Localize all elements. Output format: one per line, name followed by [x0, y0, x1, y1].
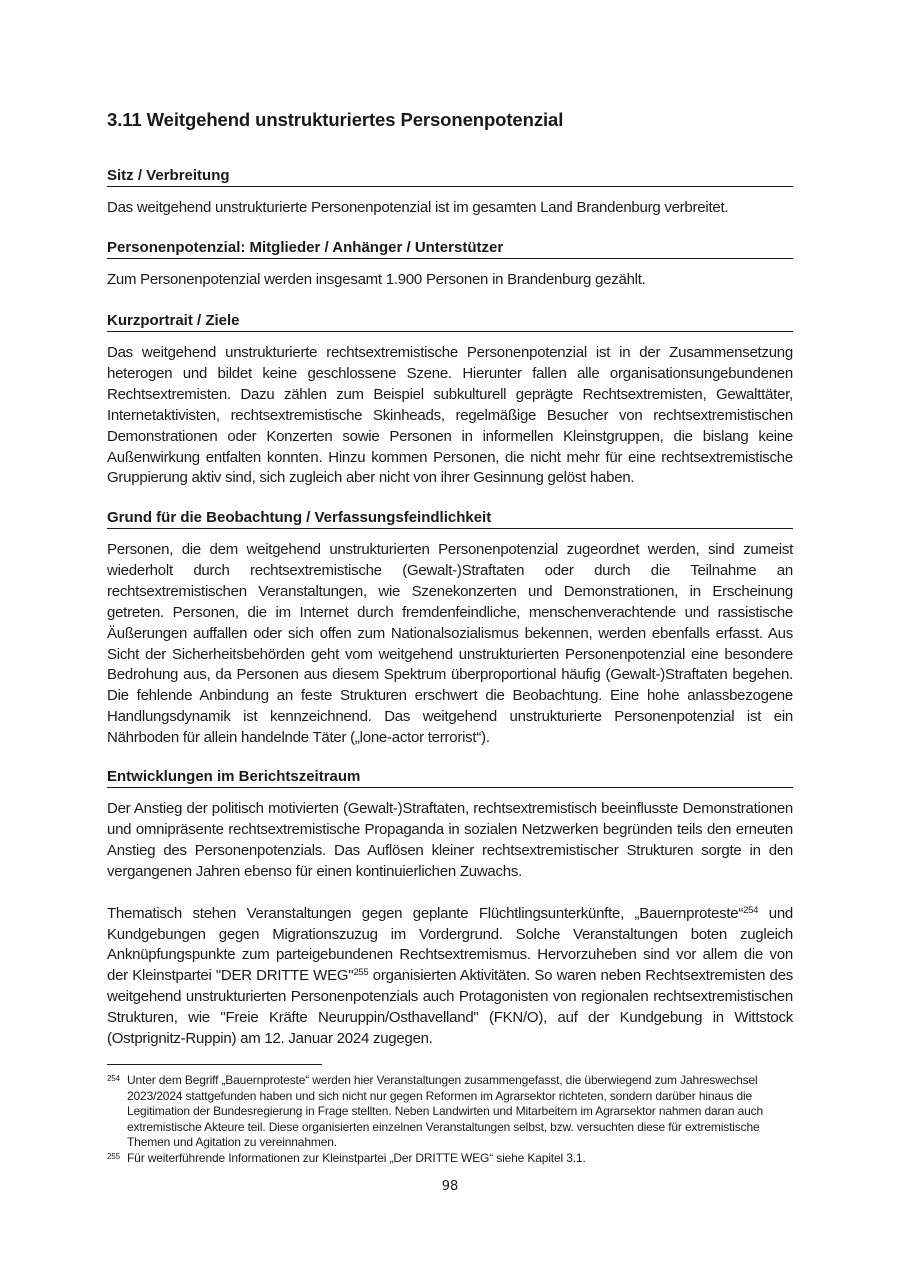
footnote-reference[interactable]: 255: [353, 967, 369, 979]
chapter-title: 3.11 Weitgehend unstrukturiertes Personenpotenzial: [107, 109, 564, 130]
section-heading: Grund für die Beobachtung / Verfassungsfeindlichkeit: [107, 508, 793, 529]
section-paragraph: Das weitgehend unstrukturierte rechtsextremistische Personenpotenzial ist in der Zusammensetzung heterogen und bildet keine geschlossene Szene. Hierunter fallen alle organisationsungebundenen Rechtsextremisten. Dazu zählen zum Beispiel subkulturell geprägte Rechtsextremisten, Gewalttäter, Internetaktivisten, rechtsextremistische Skinheads, regelmäßige Besucher von rechtsextremistischen Demonstrationen oder Konzerten sowie Personen in informellen Kleinstgruppen, die bislang keine Außenwirkung entfalten konnten. Hinzu kommen Personen, die nicht mehr für eine rechtsextremistische Gruppierung aktiv sind, sich zugleich aber nicht von ihrer Gesinnung gelöst haben.: [107, 344, 793, 487]
footnote-text: Für weiterführende Informationen zur Kleinstpartei „Der DRITTE WEG“ siehe Kapitel 3.1.: [127, 1150, 586, 1165]
section-heading: Personenpotenzial: Mitglieder / Anhänger / Unterstützer: [107, 238, 793, 259]
section-paragraph: [107, 904, 793, 1050]
footnote-divider: [107, 1064, 322, 1065]
paragraph-text: organisierten Aktivitäten. So waren neben Rechtsextremisten des weitgehend unstrukturierten Personenpotenzials auch Protagonisten von regionalen rechtsextremistischen Strukturen, wie "Freie Kräfte Neuruppin/Osthavelland" (FKN/O), auf der Kundgebung in Wittstock (Ostprignitz-Ruppin) am 12. Januar 2024 zugegen.: [107, 967, 793, 1048]
footnote-reference[interactable]: 254: [743, 904, 759, 916]
section-grund-beobachtung: [107, 508, 793, 749]
paragraph-text: und Kundgebungen gegen Migrationszuzug im Vordergrund. Solche Veranstaltungen boten zugleich Anknüpfungspunkte zum parteigebundenen Rechtsextremismus. Hervorzuheben sind vor allem die von der Kleinstpartei "DER DRITTE WEG": [107, 904, 793, 985]
section-paragraph: Personen, die dem weitgehend unstrukturierten Personenpotenzial zugeordnet werden, sind zumeist wiederholt durch rechtsextremistische (Gewalt-)Straftaten oder durch die Teilnahme an rechtsextremistischen Veranstaltungen, wie Szenekonzerten und Demonstrationen, in Erscheinung getreten. Personen, die im Internet durch fremdenfeindliche, menschenverachtende und rassistische Äußerungen auffallen oder sich offen zum Nationalsozialismus bekennen, werden ebenfalls erfasst. Aus Sicht der Sicherheitsbehörden geht vom weitgehend unstrukturierten Personenpotenzial eine besondere Bedrohung aus, da Personen aus diesem Spektrum überproportional häufig (Gewalt-)Straftaten begehen. Die fehlende Anbindung an feste Strukturen erschwert die Beobachtung. Eine hohe anlassbezogene Handlungsdynamik ist kennzeichnend. Das weitgehend unstrukturierte Personenpotenzial ist ein Nährboden für allein handelnde Täter („lone-actor terrorist“).: [107, 541, 793, 747]
footnote: [107, 1073, 793, 1151]
section-heading: Sitz / Verbreitung: [107, 166, 793, 187]
section-paragraph: Das weitgehend unstrukturierte Personenpotenzial ist im gesamten Land Brandenburg verbreitet.: [107, 199, 729, 216]
footnote-number: 255: [107, 1151, 120, 1161]
page-number: 98: [441, 1179, 459, 1194]
section-sitz-verbreitung: [107, 166, 793, 219]
footnote-number: 254: [107, 1074, 120, 1083]
section-heading: Entwicklungen im Berichtszeitraum: [107, 767, 793, 788]
section-paragraph: Zum Personenpotenzial werden insgesamt 1.900 Personen in Brandenburg gezählt.: [107, 271, 646, 288]
section-paragraph: Der Anstieg der politisch motivierten (Gewalt-)Straftaten, rechtsextremistisch beeinflusste Demonstrationen und omnipräsente rechtsextremistische Propaganda in sozialen Netzwerken begründen teils den erneuten Anstieg des Personenpotenzials. Das Auflösen kleiner rechtsextremistischer Strukturen sorgte in den vergangenen Jahren ebenso für einen kontinuierlichen Zuwachs.: [107, 800, 793, 880]
footnote-text: Unter dem Begriff „Bauernproteste“ werden hier Veranstaltungen zusammengefasst, die überwiegend zum Jahreswechsel 2023/2024 stattgefunden haben und sich nicht nur gegen Reformen im Agrarsektor richteten, sondern darüber hinaus die Legitimation der Bundesregierung in Frage stellten. Neben Landwirten und Mitarbeitern im Agrarsektor nahmen daran auch extremistische Akteure teil. Diese organisierten einzelnen Veranstaltungen selbst, bzw. versuchten diese für extremistische Themen und Agitation zu vereinnahmen.: [127, 1073, 764, 1149]
section-entwicklungen: [107, 767, 793, 1050]
section-personenpotenzial: [107, 238, 793, 291]
footnotes: [107, 1073, 793, 1166]
section-heading: Kurzportrait / Ziele: [107, 311, 793, 332]
footnote: [107, 1151, 793, 1167]
section-kurzportrait-ziele: [107, 311, 793, 489]
paragraph-text: Thematisch stehen Veranstaltungen gegen geplante Flüchtlingsunterkünfte, „Bauernproteste“: [107, 904, 744, 922]
